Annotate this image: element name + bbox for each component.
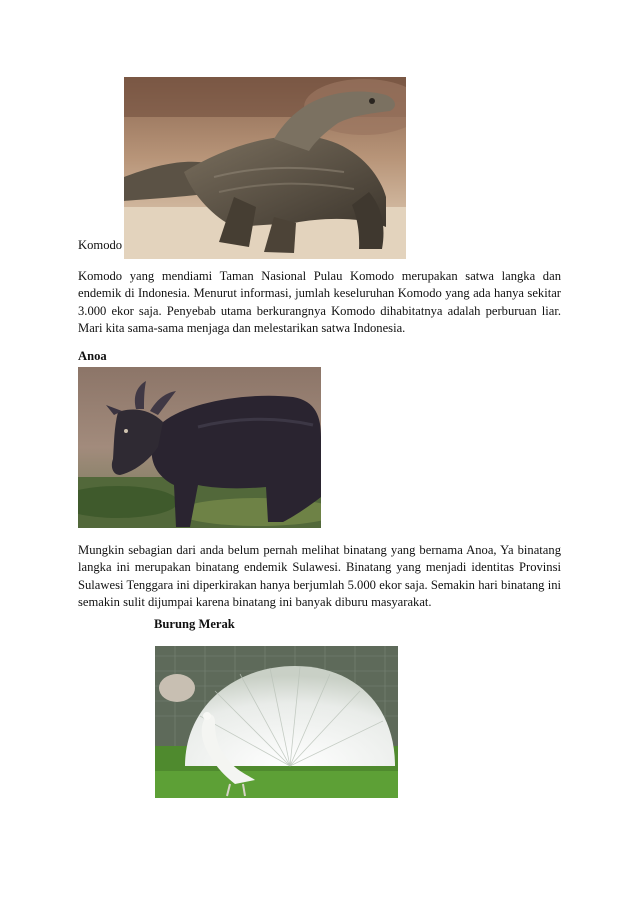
anoa-photo — [78, 367, 321, 528]
anoa-paragraph: Mungkin sebagian dari anda belum pernah melihat binatang yang bernama Anoa, Ya binatang langka ini merupakan binatang endemik Sulawesi. Binatang yang menjadi identitas Provinsi Sulawesi Tenggara ini diperkirakan hanya berjumlah 5.000 ekor saja. Semakin hari binatang ini semakin sulit dijumpai karena binatang ini banyak diburu masyarakat. — [78, 543, 561, 610]
komodo-paragraph: Komodo yang mendiami Taman Nasional Pulau Komodo merupakan satwa langka dan endemik di Indonesia. Menurut informasi, jumlah keseluruhan Komodo yang ada hanya sekitar 3.000 ekor saja. Penyebab utama berkurangnya Komodo dihabitatnya adalah perburuan liar. Mari kita sama-sama menjaga dan melestarikan satwa Indonesia. — [78, 269, 561, 336]
burung-merak-heading: Burung Merak — [154, 617, 235, 631]
komodo-caption: Komodo — [78, 238, 123, 252]
peacock-photo — [155, 646, 398, 798]
anoa-heading: Anoa — [78, 349, 107, 363]
komodo-photo — [124, 77, 406, 259]
